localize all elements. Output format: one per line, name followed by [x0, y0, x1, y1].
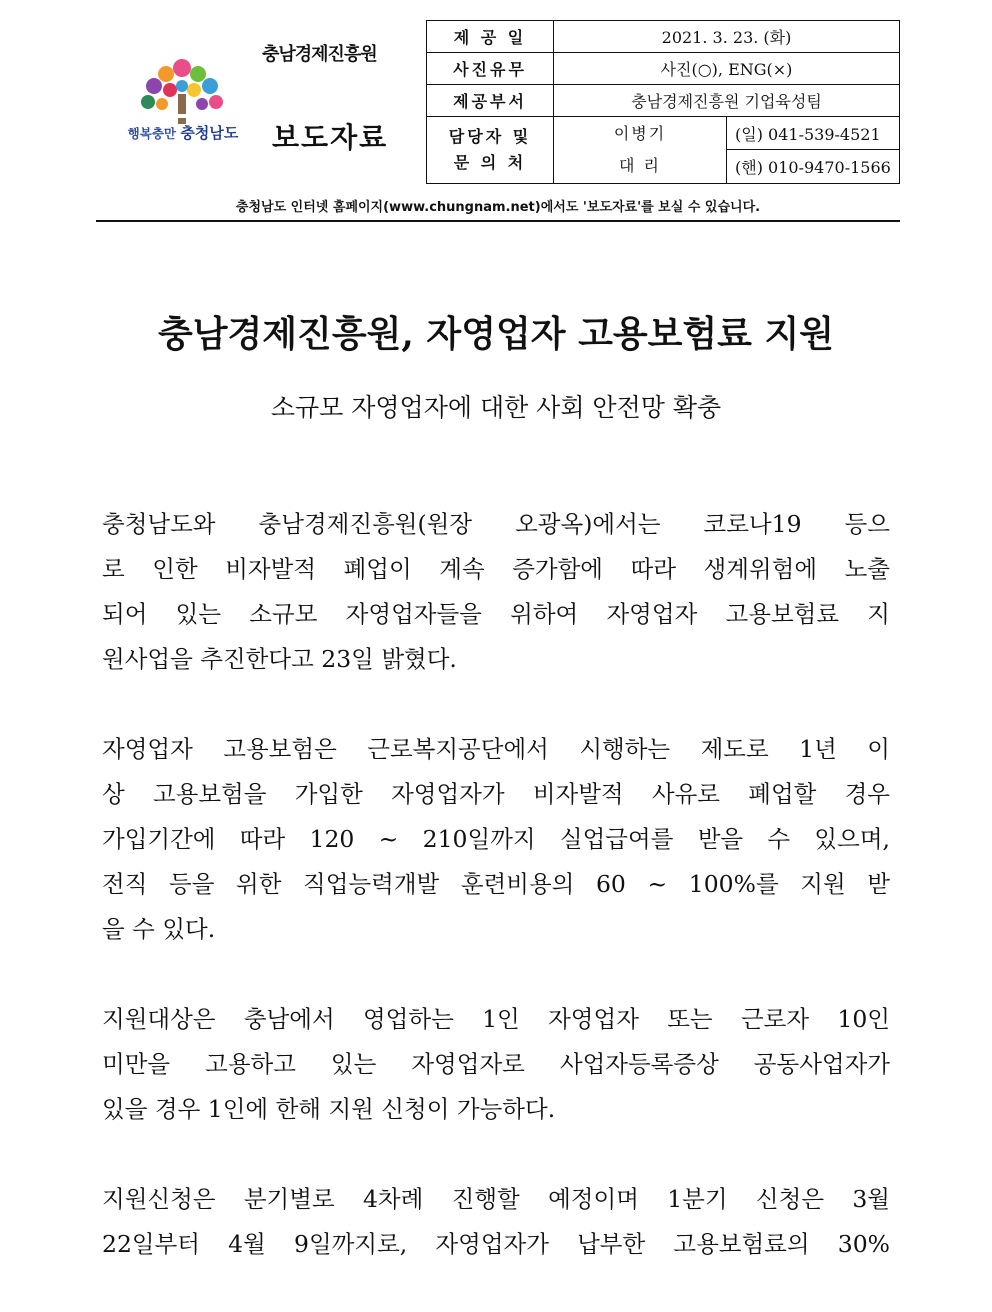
logo-caption-small: 행복충만 — [127, 126, 176, 141]
paragraph-line: 전직 등을 위한 직업능력개발 훈련비용의 60 ~ 100%를 지원 받 — [102, 870, 890, 898]
paragraph — [102, 1177, 890, 1267]
person-name: 이병기 — [613, 123, 667, 143]
paragraph-line: 원사업을 추진한다고 23일 밝혔다. — [102, 645, 457, 673]
paragraph-line: 상 고용보험을 가입한 자영업자가 비자발적 사유로 폐업할 경우 — [102, 780, 890, 808]
info-table — [426, 20, 900, 184]
paragraph-line: 지원신청은 분기별로 4차례 진행할 예정이며 1분기 신청은 3월 — [102, 1185, 890, 1213]
contact-label-line-2: 문 의 처 — [453, 152, 527, 172]
photo-label: 사진유무 — [427, 52, 554, 84]
contact-label — [427, 116, 554, 183]
person-title: 대 리 — [619, 155, 661, 175]
contact-label-line-1: 담당자 및 — [448, 126, 532, 146]
paragraph-line: 되어 있는 소규모 자영업자들을 위하여 자영업자 고용보험료 지 — [102, 600, 890, 628]
paragraph-line: 을 수 있다. — [102, 915, 216, 943]
contact-person — [554, 116, 727, 183]
paragraph-line: 충청남도와 충남경제진흥원(원장 오광옥)에서는 코로나19 등으 — [102, 510, 890, 538]
paragraph-line: 가입기간에 따라 120 ~ 210일까지 실업급여를 받을 수 있으며, — [102, 825, 890, 853]
article-subtitle: 소규모 자영업자에 대한 사회 안전망 확충 — [270, 393, 722, 422]
article-body — [102, 502, 890, 1312]
phone-mobile: (핸) 010-9470-1566 — [727, 150, 900, 184]
article-title: 충남경제진흥원, 자영업자 고용보험료 지원 — [157, 313, 835, 355]
paragraph — [102, 997, 890, 1132]
photo-value: 사진(○), ENG(×) — [554, 52, 900, 84]
paragraph-line: 22일부터 4월 9일까지로, 자영업자가 납부한 고용보험료의 30% — [102, 1230, 890, 1258]
paragraph — [102, 727, 890, 952]
paragraph — [102, 502, 890, 682]
press-release-header — [0, 0, 992, 230]
paragraph-line: 미만을 고용하고 있는 자영업자로 사업자등록증상 공동사업자가 — [102, 1050, 890, 1078]
info-row-photo — [427, 52, 900, 84]
date-label: 제 공 일 — [427, 21, 554, 53]
logo-caption — [108, 122, 258, 143]
logo-caption-big: 충청남도 — [180, 124, 239, 142]
info-row-dept — [427, 84, 900, 116]
info-row-date — [427, 21, 900, 53]
org-name: 충남경제진흥원 — [262, 44, 377, 65]
date-value: 2021. 3. 23. (화) — [554, 21, 900, 53]
paragraph-line: 있을 경우 1인에 한해 지원 신청이 가능하다. — [102, 1095, 556, 1123]
header-divider — [96, 220, 900, 222]
phone-office: (일) 041-539-4521 — [727, 116, 900, 150]
homepage-notice: 충청남도 인터넷 홈페이지(www.chungnam.net)에서도 '보도자료'를 보실 수 있습니다. — [235, 200, 761, 215]
paragraph-line: 자영업자 고용보험은 근로복지공단에서 시행하는 제도로 1년 이 — [102, 735, 890, 763]
paragraph-line: 지원대상은 충남에서 영업하는 1인 자영업자 또는 근로자 10인 — [102, 1005, 890, 1033]
dept-value: 충남경제진흥원 기업육성팀 — [554, 84, 900, 116]
paragraph-line: 로 인한 비자발적 폐업이 계속 증가함에 따라 생계위험에 노출 — [102, 555, 890, 583]
dept-label: 제공부서 — [427, 84, 554, 116]
doc-type-label: 보도자료 — [272, 121, 389, 154]
info-row-contact-1 — [427, 116, 900, 150]
